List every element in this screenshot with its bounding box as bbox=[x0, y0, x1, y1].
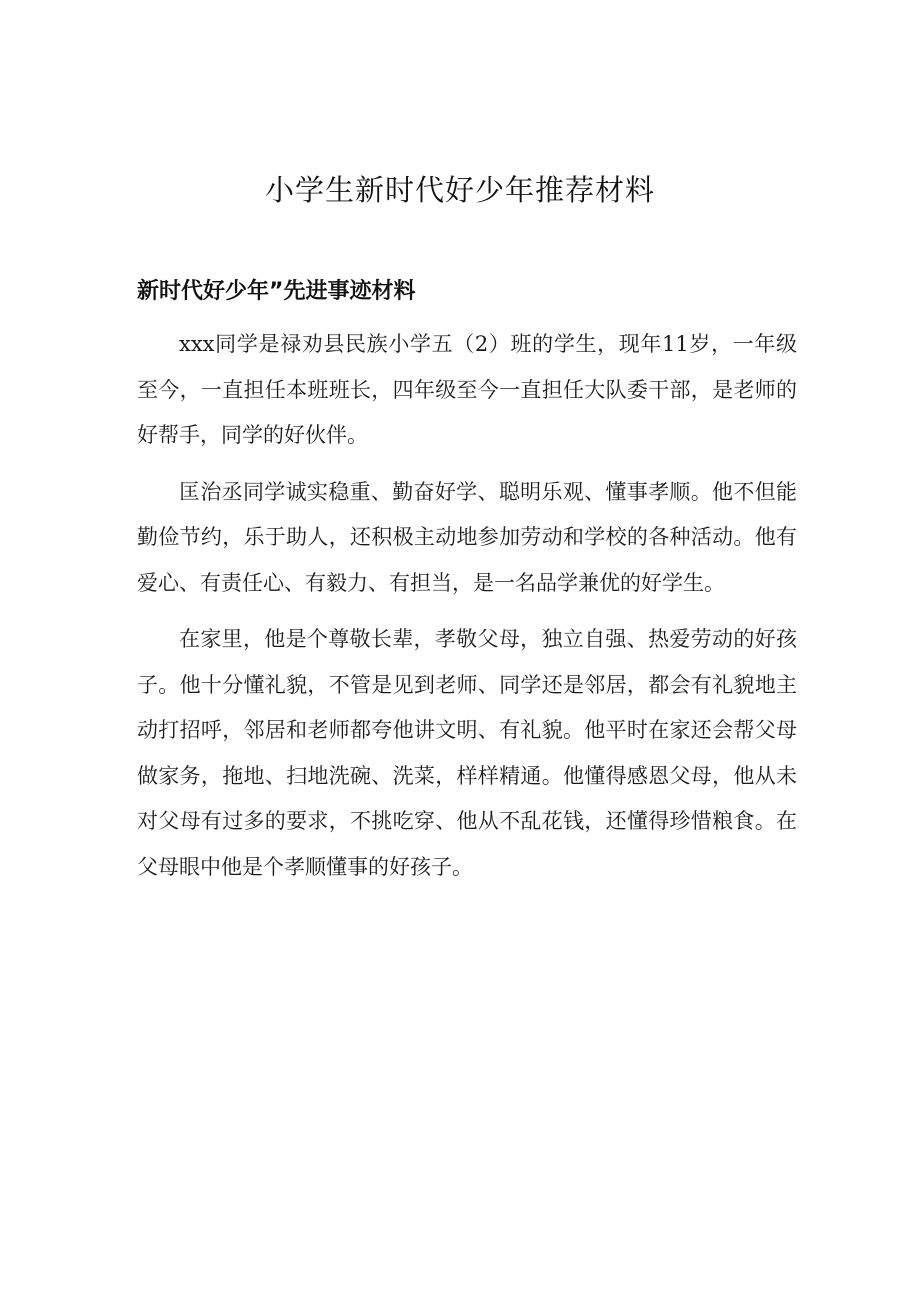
body-text bbox=[137, 322, 797, 901]
paragraph: 在家里，他是个尊敬长辈，孝敬父母，独立自强、热爱劳动的好孩子。他十分懂礼貌，不管是见到老师、同学还是邻居，都会有礼貌地主动打招呼，邻居和老师都夸他讲文明、有礼貌。他平时在家还会帮父母做家务，拖地、扫地洗碗、洗菜，样样精通。他懂得感恩父母，他从未对父母有过多的要求，不挑吃穿、他从不乱花钱，还懂得珍惜粮食。在父母眼中他是个孝顺懂事的好孩子。 bbox=[137, 627, 797, 879]
paragraph: 匡治丞同学诚实稳重、勤奋好学、聪明乐观、懂事孝顺。他不但能勤俭节约，乐于助人，还积极主动地参加劳动和学校的各种活动。他有爱心、有责任心、有毅力、有担当，是一名品学兼优的好学生。 bbox=[137, 479, 797, 595]
document-title: 小学生新时代好少年推荐材料 bbox=[264, 173, 655, 207]
section-heading: 新时代好少年”先进事迹材料 bbox=[137, 279, 416, 304]
paragraph: xxx同学是禄劝县民族小学五（2）班的学生，现年11岁，一年级至今，一直担任本班班长，四年级至今一直担任大队委干部，是老师的好帮手，同学的好伙伴。 bbox=[137, 332, 797, 447]
